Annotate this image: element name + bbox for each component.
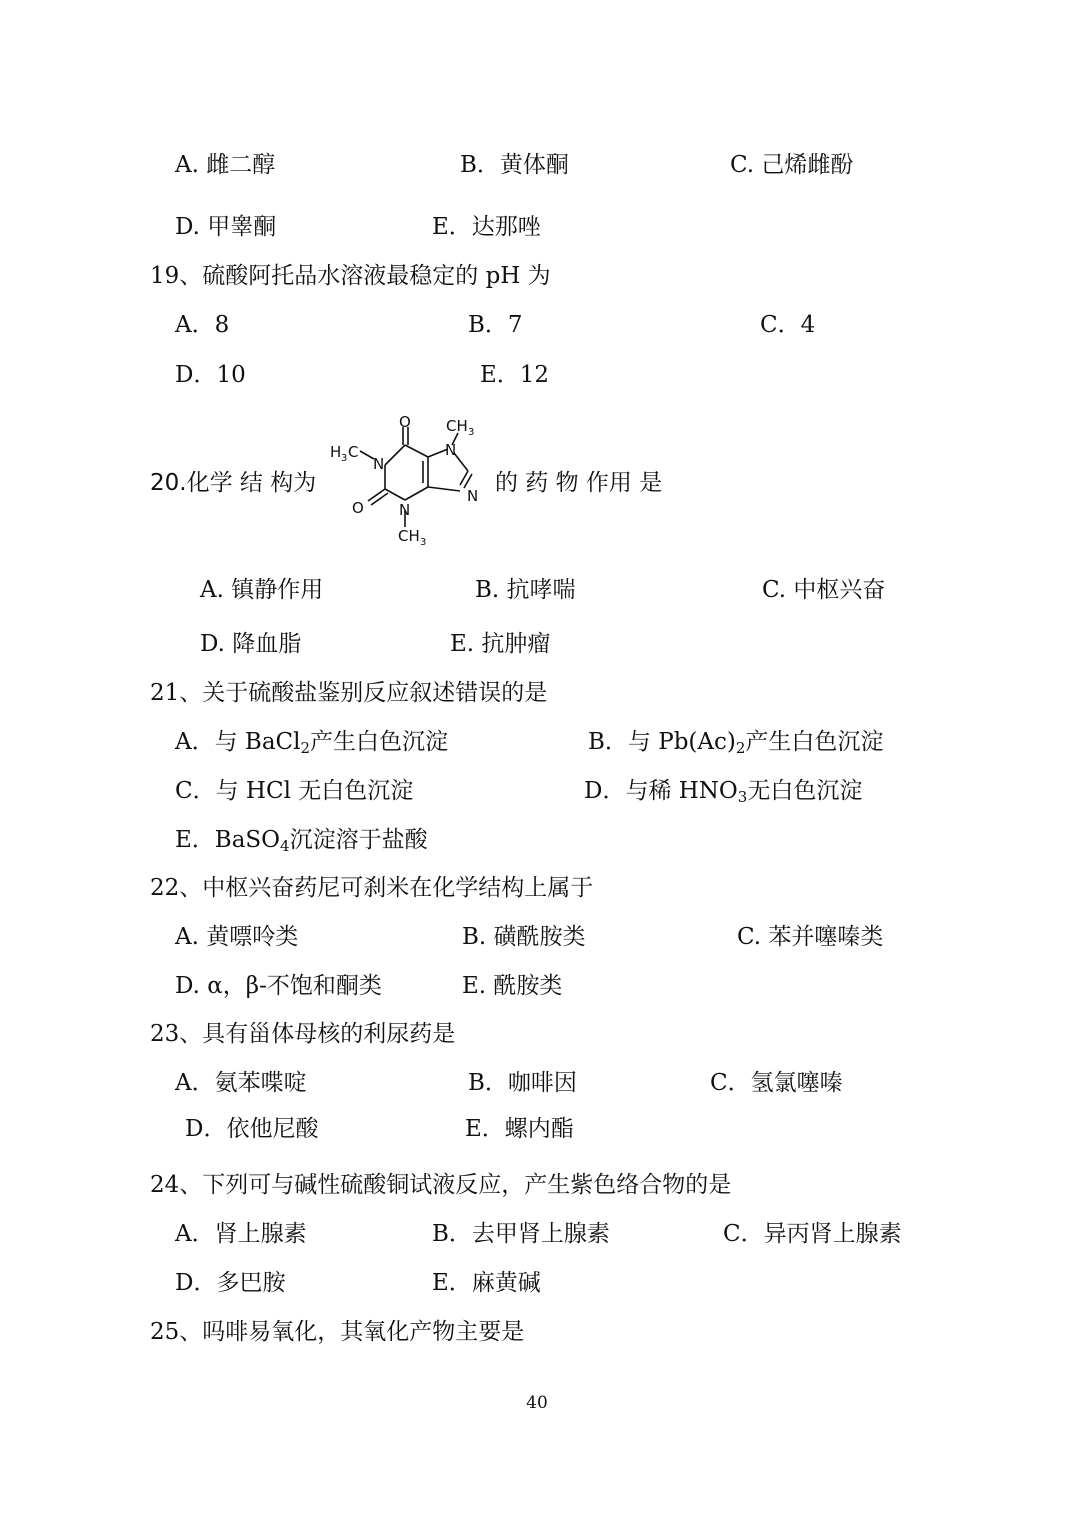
q21-b-sub: 2 xyxy=(735,739,746,757)
q19-option-a: A．8 xyxy=(175,312,230,338)
q23-option-e: E．螺内酯 xyxy=(465,1116,574,1142)
q20-option-b: B. 抗哮喘 xyxy=(475,577,576,603)
atom-n1: N xyxy=(373,455,385,473)
q23-option-d: D．依他尼酸 xyxy=(185,1116,319,1142)
atom-ch3-top-sub: 3 xyxy=(468,427,475,438)
q24-option-a: A．肾上腺素 xyxy=(175,1221,307,1247)
q21-d-pre: D．与稀 HNO xyxy=(584,778,738,804)
q25-stem: 25、吗啡易氧化，其氧化产物主要是 xyxy=(150,1319,525,1345)
q21-b-post: 产生白色沉淀 xyxy=(745,729,884,755)
q22-option-d: D. α，β-不饱和酮类 xyxy=(175,973,382,999)
q21-option-c: C．与 HCl 无白色沉淀 xyxy=(175,778,414,804)
atom-o-left: O xyxy=(352,499,364,517)
q22-option-a: A. 黄嘌呤类 xyxy=(175,924,299,950)
q18-option-d: D. 甲睾酮 xyxy=(175,214,277,240)
q21-d-post: 无白色沉淀 xyxy=(747,778,863,804)
q24-option-d: D．多巴胺 xyxy=(175,1270,286,1296)
q20-option-c: C. 中枢兴奋 xyxy=(762,577,886,603)
q23-stem: 23、具有甾体母核的利尿药是 xyxy=(150,1021,456,1047)
atom-n7: N xyxy=(445,441,457,459)
q19-stem: 19、硫酸阿托品水溶液最稳定的 pH 为 xyxy=(150,263,551,289)
atom-o-top: O xyxy=(399,415,411,431)
q20-option-d: D. 降血脂 xyxy=(200,631,302,657)
q18-option-a: A. 雌二醇 xyxy=(175,152,276,178)
q24-option-b: B．去甲肾上腺素 xyxy=(432,1221,610,1247)
atom-ch3-top: CH xyxy=(446,417,468,435)
atom-n9: N xyxy=(467,487,479,505)
q23-option-b: B．咖啡因 xyxy=(468,1070,577,1096)
q21-d-sub: 3 xyxy=(737,788,748,806)
q20-stem-suffix: 的 药 物 作用 是 xyxy=(495,470,663,496)
q21-option-b xyxy=(588,727,883,763)
page-number: 40 xyxy=(526,1393,548,1413)
atom-ch3-bottom-sub: 3 xyxy=(420,537,427,548)
q21-e-sub: 4 xyxy=(280,837,290,855)
q21-b-pre: B．与 Pb(Ac) xyxy=(588,729,736,755)
q19-option-d: D．10 xyxy=(175,362,246,388)
atom-ch3-bottom: CH xyxy=(398,527,420,545)
q21-a-sub: 2 xyxy=(300,739,311,757)
q24-option-e: E．麻黄碱 xyxy=(432,1270,541,1296)
q21-option-d xyxy=(584,776,862,812)
q21-a-post: 产生白色沉淀 xyxy=(310,729,449,755)
q19-option-b: B．7 xyxy=(468,312,523,338)
q22-stem: 22、中枢兴奋药尼可刹米在化学结构上属于 xyxy=(150,875,594,901)
q19-option-c: C．4 xyxy=(760,312,816,338)
q23-option-a: A．氨苯喋啶 xyxy=(175,1070,307,1096)
caffeine-structure xyxy=(330,415,490,550)
q20-stem-prefix: 20.化学 结 构为 xyxy=(150,470,317,496)
q21-a-pre: A．与 BaCl xyxy=(175,729,301,755)
q20-option-a: A. 镇静作用 xyxy=(200,577,324,603)
q18-option-c: C. 己烯雌酚 xyxy=(730,152,854,178)
q22-option-e: E. 酰胺类 xyxy=(462,973,563,999)
q21-e-pre: E．BaSO xyxy=(175,827,281,853)
q23-option-c: C．氢氯噻嗪 xyxy=(710,1070,843,1096)
atom-h3c-left-sub: 3 xyxy=(341,453,348,464)
atom-h3c-left-c: C xyxy=(348,443,359,461)
atom-h3c-left: H xyxy=(330,443,342,461)
q22-option-b: B. 磺酰胺类 xyxy=(462,924,586,950)
q24-option-c: C．异丙肾上腺素 xyxy=(723,1221,902,1247)
q22-option-c: C. 苯并噻嗪类 xyxy=(737,924,884,950)
atom-n3: N xyxy=(399,501,411,519)
q19-option-e: E．12 xyxy=(480,362,550,388)
q21-option-a xyxy=(175,727,448,763)
q21-e-post: 沉淀溶于盐酸 xyxy=(289,827,428,853)
q18-option-e: E．达那唑 xyxy=(432,214,541,240)
q21-option-e xyxy=(175,825,428,861)
q18-option-b: B．黄体酮 xyxy=(460,152,569,178)
q24-stem: 24、下列可与碱性硫酸铜试液反应，产生紫色络合物的是 xyxy=(150,1172,732,1198)
q20-option-e: E. 抗肿瘤 xyxy=(450,631,551,657)
q21-stem: 21、关于硫酸盐鉴别反应叙述错误的是 xyxy=(150,680,548,706)
